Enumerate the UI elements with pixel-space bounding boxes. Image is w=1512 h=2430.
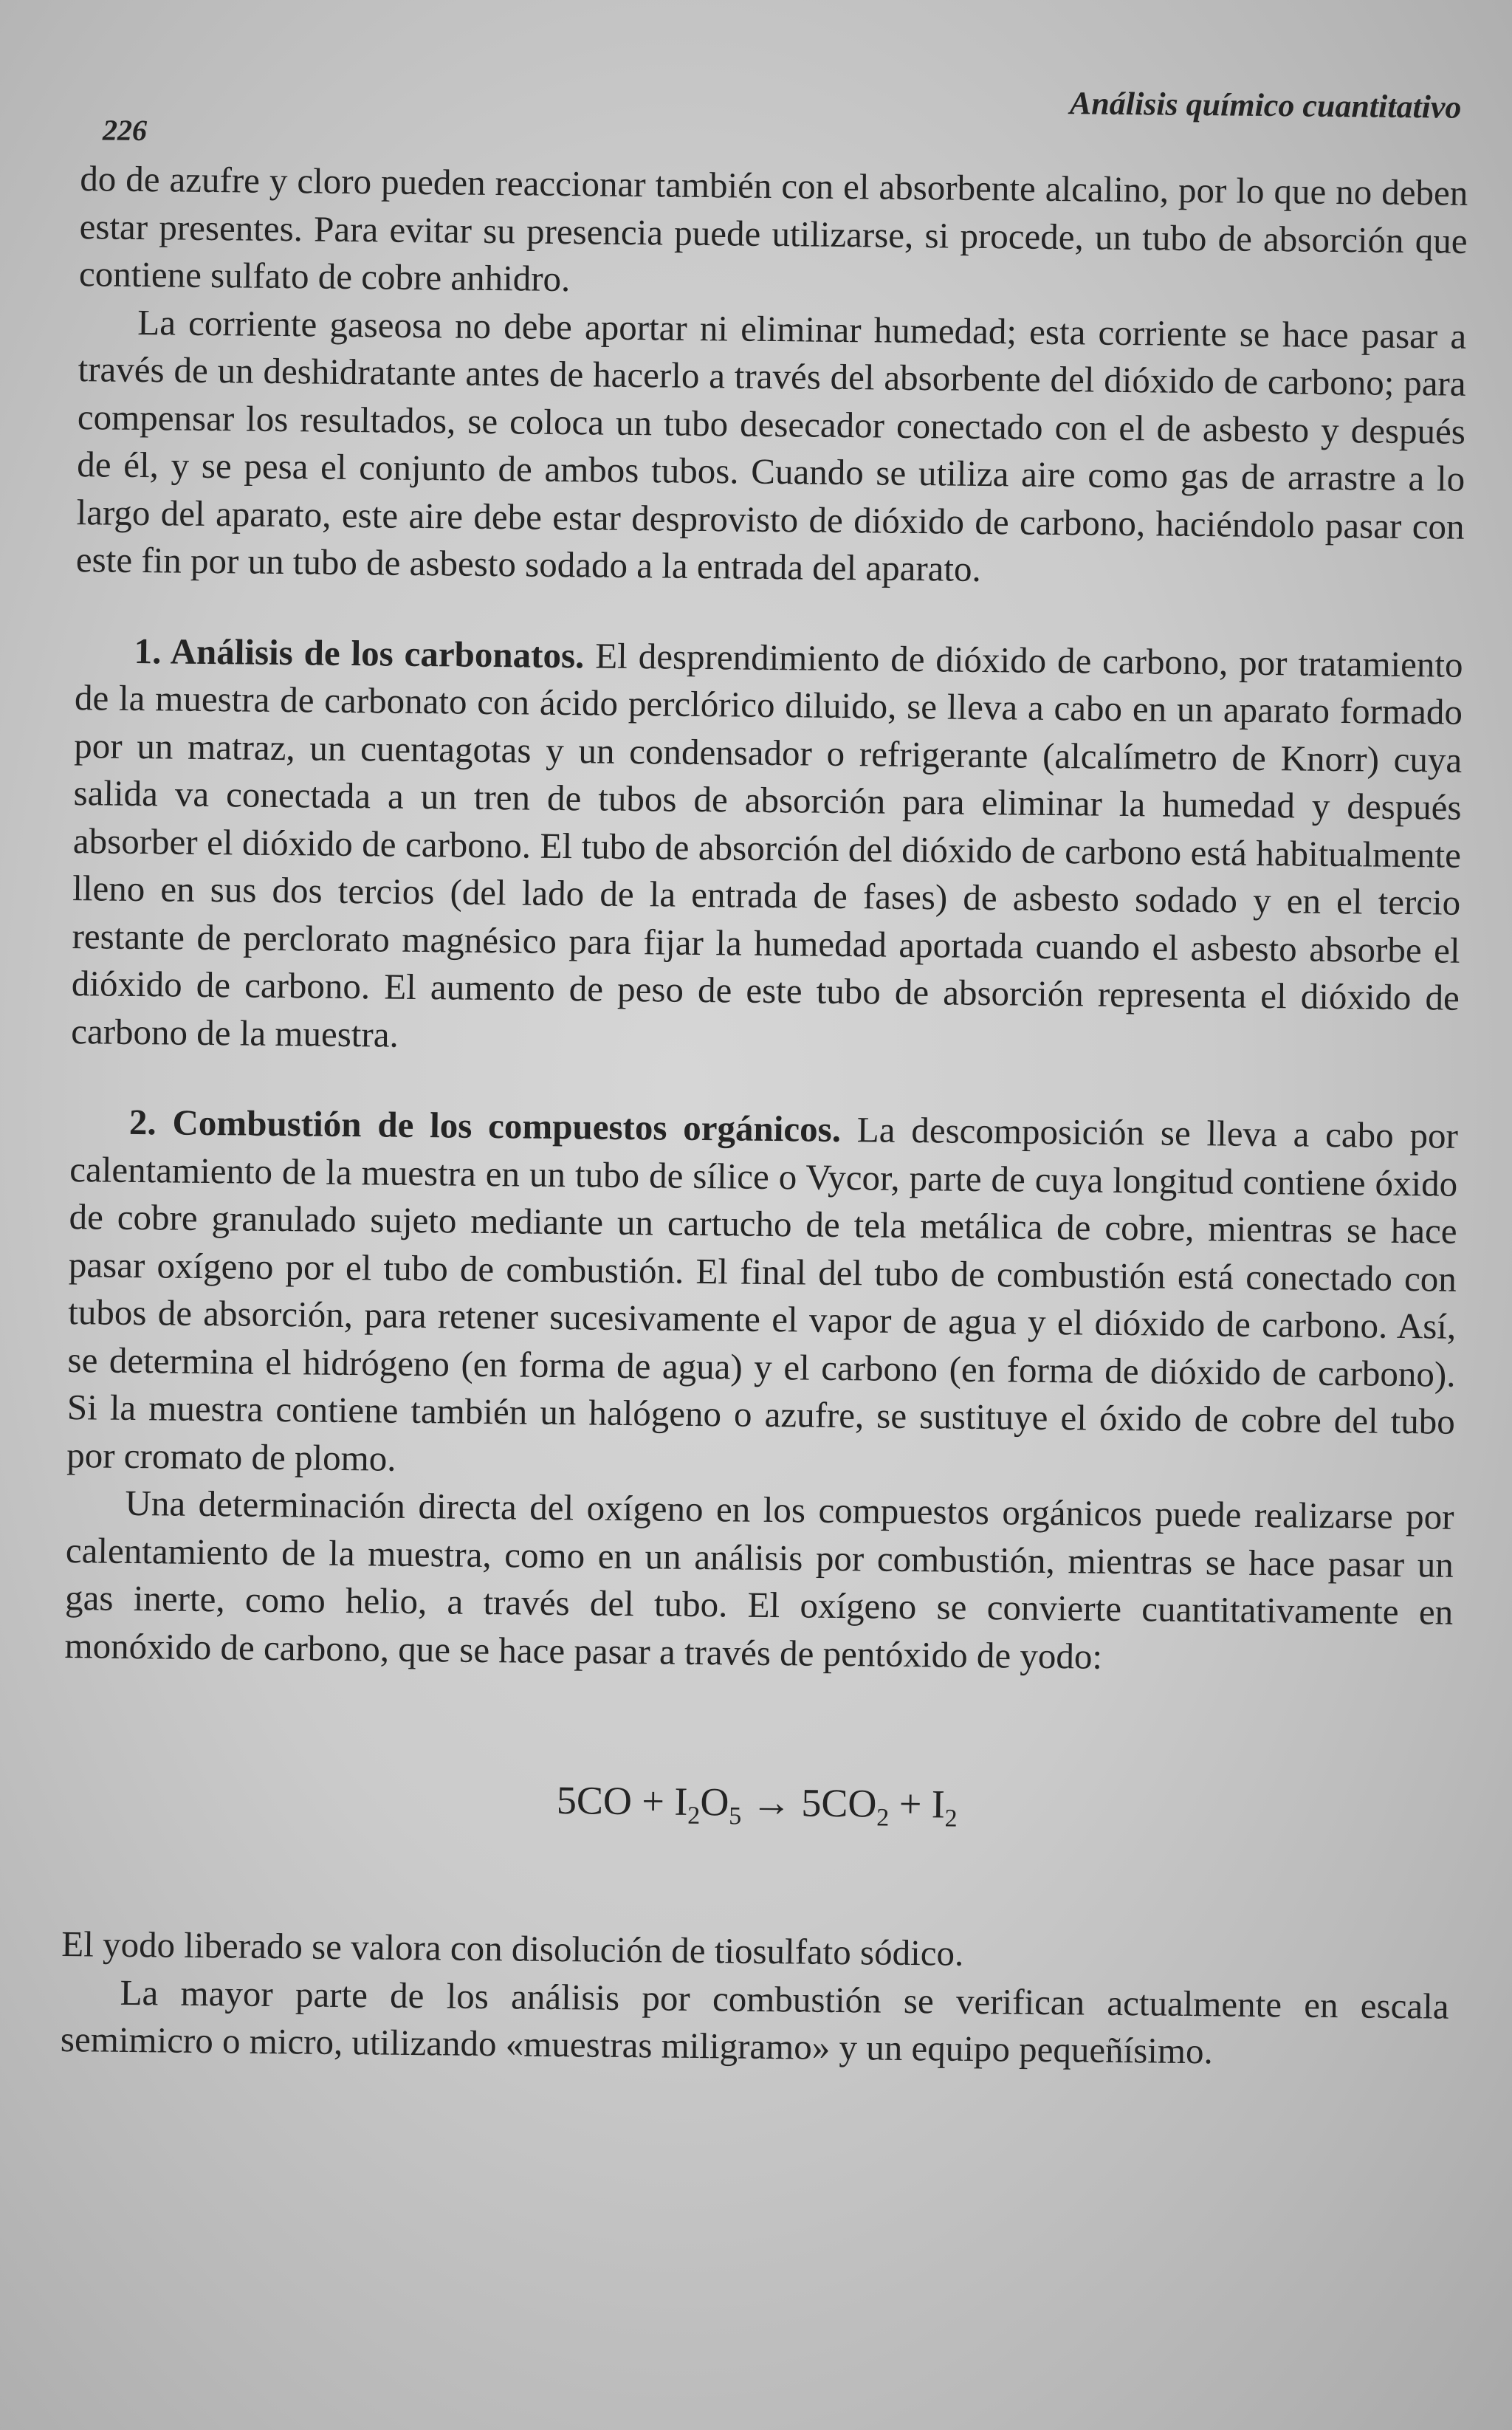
equation-iodine-product: I (931, 1782, 946, 1827)
equation-lhs-co: 5CO (556, 1778, 633, 1824)
section-heading-combustion: 2. Combustión de los compuestos orgánicos. (128, 1101, 842, 1150)
equation-arrow: → (741, 1779, 802, 1825)
running-title: Análisis químico cuantitativo (1069, 85, 1462, 126)
page-header (80, 59, 1469, 170)
equation-co2-subscript: 2 (876, 1804, 890, 1832)
equation-iodine-product-subscript: 2 (944, 1805, 958, 1833)
section-combustion (66, 1098, 1458, 1494)
equation-gap (62, 1832, 1451, 1935)
equation-oxygen: O (700, 1779, 729, 1825)
equation-oxygen-subscript: 5 (728, 1802, 742, 1830)
section-body-carbonates: El desprendimiento de dióxido de carbono, por tratamiento de la muestra de carbonato con ácido perclórico diluido, se lleva a cabo en un aparato formado por un matraz, un cuentagotas y un condensador o refrigerante (alcalímetro de Knorr) cuya salida va conectada a un tren de tubos de absorción para eliminar la humedad y después absorber el dióxido de carbono. El tubo de absorción del dióxido de carbono está habitualmente lleno en sus dos tercios (del lado de la entrada de fases) de asbesto sodado y en el tercio restante de perclorato magnésico para fijar la humedad aportada cuando el asbesto absorbe el dióxido de carbono. El aumento de peso de este tubo de absorción representa el dióxido de carbono de la muestra. (70, 634, 1463, 1055)
section-carbonates (71, 627, 1463, 1070)
equation-rhs-co2: 5CO (801, 1780, 877, 1826)
section-body-combustion: La descomposición se lleva a cabo por calentamiento de la muestra en un tubo de sílice o Vycor, parte de cuya longitud contiene óxido de cobre granulado sujeto mediante un cartucho de tela metálica de cobre, mientras se hace pasar oxígeno por el tubo de combustión. El final del tubo de combustión está conectado con tubos de absorción, para retener sucesivamente el vapor de agua y el dióxido de carbono. Así, se determina el hidrógeno (en forma de agua) y el carbono (en forma de dióxido de carbono). Si la muestra contiene también un halógeno o azufre, se sustituye el óxido de cobre del tubo por cromato de plomo. (66, 1109, 1459, 1479)
paragraph-oxygen-determination: Una determinación directa del oxígeno en los compuestos orgánicos puede realizarse por calentamiento de la muestra, como en un análisis por combustión, mientras se hace pasar un gas inerte, como helio, a través del tubo. El oxígeno se convierte cuantitativamente en monóxido de carbono, que se hace pasar a través de pentóxido de yodo: (64, 1482, 1454, 1677)
equation-iodine: I (674, 1779, 688, 1824)
paragraph-continuation: do de azufre y cloro pueden reaccionar también con el absorbente alcalino, por lo que no deben estar presentes. Para evitar su presencia puede utilizarse, si procede, un tubo de absorción que contiene sulfato de cobre anhidro. (78, 158, 1468, 300)
equation-plus: + (889, 1781, 932, 1827)
equation-gap (63, 1669, 1452, 1773)
equation-iodine-subscript: 2 (687, 1802, 701, 1830)
equation-plus: + (631, 1779, 675, 1824)
section-heading-carbonates: 1. Análisis de los carbonatos. (134, 630, 585, 676)
paragraph-gas-stream: La corriente gaseosa no debe aportar ni eliminar humedad; esta corriente se hace pasar a través de un deshidratante antes de hacerlo a través del absorbente del dióxido de carbono; para compensar los resultados, se coloca un tubo desecador conectado con el de asbesto y después de él, y se pesa el conjunto de ambos tubos. Cuando se utiliza aire como gas de arrastre a lo largo del aparato, este aire debe estar desprovisto de dióxido de carbono, haciéndolo pasar con este fin por un tubo de asbesto sodado a la entrada del aparato. (75, 301, 1467, 589)
paragraph-iodine-titration: El yodo liberado se valora con disolución de tiosulfato sódico. (61, 1923, 964, 1974)
paragraph-microanalysis: La mayor parte de los análisis por combustión se verifican actualmente en escala semimicro o micro, utilizando «muestras miligramo» y un equipo pequeñísimo. (60, 1971, 1449, 2072)
chemical-equation (63, 1758, 1451, 1847)
page-content (57, 59, 1469, 2400)
page-number: 226 (102, 113, 148, 148)
